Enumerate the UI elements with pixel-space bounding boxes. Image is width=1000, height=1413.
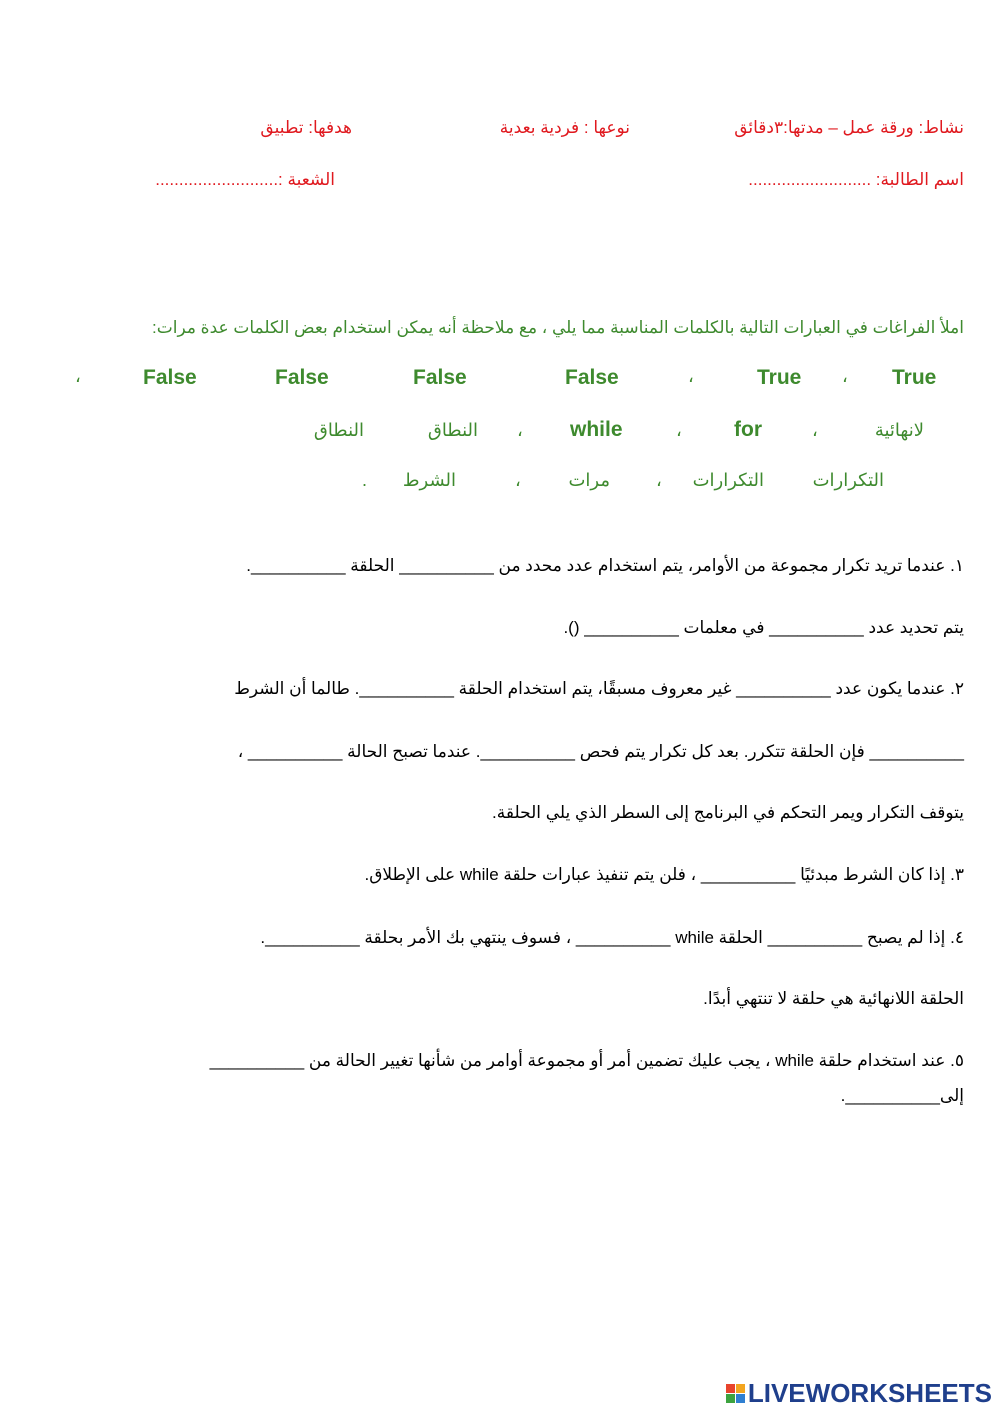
word-false-1: False [565, 366, 619, 389]
word-comma: ، [842, 366, 848, 386]
word-times: مرات [568, 470, 610, 490]
question-5-line-2[interactable]: إلى__________. [840, 1086, 964, 1105]
instructions: املأ الفراغات في العبارات التالية بالكلمات المناسبة مما يلي ، مع ملاحظة أنه يمكن استخدام بعض الكلمات عدة مرات: [152, 318, 964, 337]
question-2-line-1[interactable]: ٢. عندما يكون عدد __________ غير معروف مسبقًا، يتم استخدام الحلقة __________. طالما أن الشرط [234, 679, 964, 698]
word-false-2: False [413, 366, 467, 389]
question-3[interactable]: ٣. إذا كان الشرط مبدئيًا __________ ، فلن يتم تنفيذ عبارات حلقة while على الإطلاق. [364, 865, 964, 884]
word-comma: ، [517, 420, 523, 440]
word-range-2: النطاق [313, 420, 364, 440]
student-name-field[interactable]: اسم الطالبة: .......................... [748, 170, 964, 189]
word-while: while [570, 418, 623, 441]
word-infinite: لانهائية [874, 420, 924, 440]
word-period: . [362, 470, 368, 490]
liveworksheets-logo [726, 1377, 992, 1408]
word-comma: ، [75, 366, 81, 386]
word-comma: ، [688, 366, 694, 386]
question-4-line-2: الحلقة اللانهائية هي حلقة لا تنتهي أبدًا. [703, 989, 964, 1008]
question-4-line-1[interactable]: ٤. إذا لم يصبح __________ الحلقة while __________ ، فسوف ينتهي بك الأمر بحلقة __________. [260, 928, 964, 947]
word-range-1: النطاق [427, 420, 478, 440]
word-false-3: False [275, 366, 329, 389]
word-comma: ، [515, 470, 521, 490]
word-for: for [734, 418, 762, 441]
logo-mark-icon [726, 1384, 745, 1403]
question-2-line-2[interactable]: __________ فإن الحلقة تتكرر. بعد كل تكرار يتم فحص __________. عندما تصبح الحالة __________ ، [237, 742, 964, 761]
activity-type: نوعها : فردية بعدية [499, 118, 630, 137]
logo-text: LIVEWORKSHEETS [747, 1377, 992, 1408]
section-field[interactable]: الشعبة :.......................... [155, 170, 335, 189]
question-1-line-2[interactable]: يتم تحديد عدد __________ في معلمات __________ (). [563, 618, 964, 637]
word-comma: ، [812, 420, 818, 440]
activity-label: نشاط: ورقة عمل – مدتها:٣دقائق [734, 118, 964, 137]
question-5-line-1[interactable]: ٥. عند استخدام حلقة while ، يجب عليك تضمين أمر أو مجموعة أوامر من شأنها تغيير الحالة من __________ [209, 1051, 964, 1070]
question-2-line-3: يتوقف التكرار ويمر التحكم في البرنامج إلى السطر الذي يلي الحلقة. [492, 803, 964, 822]
word-false-4: False [143, 366, 197, 389]
activity-goal: هدفها: تطبيق [260, 118, 352, 137]
word-condition: الشرط [402, 470, 456, 490]
word-true-1: True [892, 366, 937, 389]
word-iterations-2: التكرارات [692, 470, 764, 490]
word-iterations-1: التكرارات [812, 470, 884, 490]
word-true-2: True [757, 366, 802, 389]
question-1-line-1[interactable]: ١. عندما تريد تكرار مجموعة من الأوامر، يتم استخدام عدد محدد من __________ الحلقة __________. [246, 556, 964, 575]
word-comma: ، [676, 420, 682, 440]
word-comma: ، [656, 470, 662, 490]
